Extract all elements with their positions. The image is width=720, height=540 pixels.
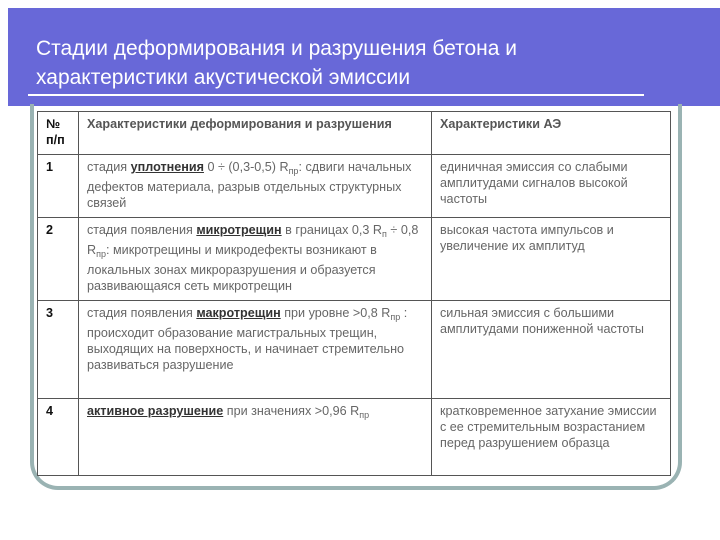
stage-name: активное разрушение xyxy=(87,404,224,418)
row-deformation xyxy=(79,218,432,301)
table-row xyxy=(38,301,671,399)
page-title xyxy=(36,34,656,92)
cell-text: : сдвиги начальных дефектов материала, разрыв отдельных структурных связей xyxy=(87,160,412,210)
cell-text: стадия появления xyxy=(87,223,197,237)
cell-text: стадия появления xyxy=(87,306,197,320)
table-header-row xyxy=(38,112,671,155)
cell-text: стадия xyxy=(87,160,131,174)
row-ae: кратковременное затухание эмиссии с ее стремительным возрастанием перед разрушением образца xyxy=(432,399,671,476)
subscript: пр xyxy=(96,249,106,259)
row-num: 2 xyxy=(38,218,79,301)
subscript: пр xyxy=(288,166,299,176)
cell-text: в границах 0,3 R xyxy=(281,223,383,237)
title-line-1: Стадии деформирования и разрушения бетона и xyxy=(36,37,518,60)
stage-name: уплотнения xyxy=(130,160,204,174)
stage-name: макротрещин xyxy=(196,306,281,320)
row-ae: сильная эмиссия с большими амплитудами пониженной частоты xyxy=(432,301,671,399)
stages-table xyxy=(37,111,671,476)
row-num: 1 xyxy=(38,155,79,218)
cell-text: при уровне >0,8 R xyxy=(280,306,391,320)
header-ae: Характеристики АЭ xyxy=(432,112,671,155)
row-num: 4 xyxy=(38,399,79,476)
row-deformation xyxy=(79,301,432,399)
title-line-2: характеристики акустической эмиссии xyxy=(36,66,411,89)
table-row xyxy=(38,399,671,476)
table-row xyxy=(38,218,671,301)
subscript: пр xyxy=(390,312,401,322)
stage-name: микротрещин xyxy=(196,223,282,237)
table-row xyxy=(38,155,671,218)
cell-text: : происходит образование магистральных трещин, выходящих на поверхность, и начинает стремительно развиваться разрушение xyxy=(87,306,408,372)
cell-text: ÷ 0,8 R xyxy=(87,223,419,257)
cell-text: 0 ÷ (0,3-0,5) R xyxy=(203,160,289,174)
row-ae: единичная эмиссия со слабыми амплитудами сигналов высокой частоты xyxy=(432,155,671,218)
row-num: 3 xyxy=(38,301,79,399)
header-num: № п/п xyxy=(38,112,79,155)
subscript: пр xyxy=(359,410,370,420)
title-banner xyxy=(8,8,720,106)
cell-text: при значениях >0,96 R xyxy=(223,404,360,418)
row-deformation xyxy=(79,399,432,476)
title-underline xyxy=(28,94,644,96)
row-ae: высокая частота импульсов и увеличение их амплитуд xyxy=(432,218,671,301)
cell-text: : микротрещины и микродефекты возникают в локальных зонах микроразрушения и образуется развивающаяся сеть микротрещин xyxy=(87,243,377,293)
header-deformation: Характеристики деформирования и разрушения xyxy=(79,112,432,155)
subscript: п xyxy=(382,229,387,239)
row-deformation xyxy=(79,155,432,218)
